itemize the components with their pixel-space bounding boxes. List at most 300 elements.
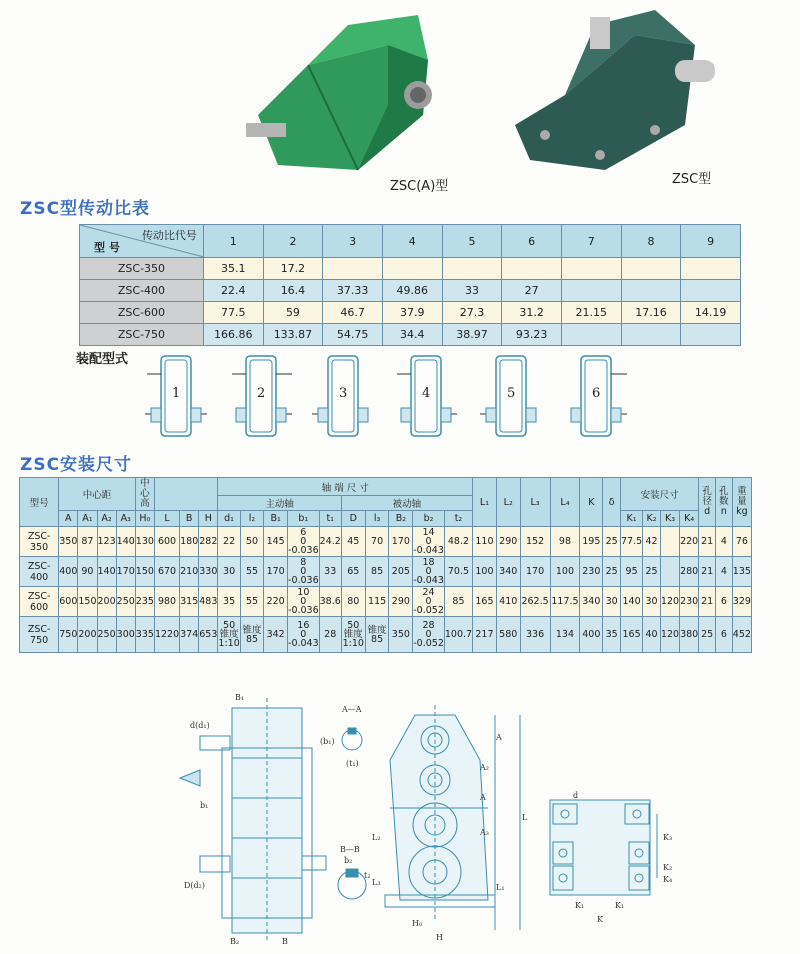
dims-cell-line: 0 (300, 629, 307, 640)
dims-cell: 28 (319, 617, 341, 653)
dims-cell (218, 617, 240, 653)
dims-cell: 170 (389, 527, 413, 557)
ratio-row (80, 324, 741, 346)
dims-cell: 220 (680, 527, 699, 557)
ratio-value (502, 258, 562, 280)
gearbox-front-drawing (160, 688, 330, 950)
ratio-code-header: 3 (323, 225, 383, 258)
ratio-code-header: 2 (263, 225, 323, 258)
drawing-label-l2: L₂ (372, 833, 381, 842)
dims-cell-line: 28 (422, 620, 435, 631)
ratio-value: 31.2 (502, 302, 562, 324)
dims-cell: 25 (643, 557, 661, 587)
assembly-title: 装配型式 (76, 352, 129, 367)
ratio-value (561, 324, 621, 346)
dims-sub-b: B (180, 511, 199, 527)
dims-sub-a3: A₃ (116, 511, 135, 527)
ratio-value: 38.97 (442, 324, 502, 346)
drawing-label-k2: K₂ (663, 863, 673, 872)
dims-cell: 670 (154, 557, 179, 587)
ratio-value: 17.2 (263, 258, 323, 280)
dims-cell: 77.5 (621, 527, 643, 557)
dims-cell (341, 617, 365, 653)
drawing-label-b: B (282, 937, 288, 946)
ratio-value: 34.4 (382, 324, 442, 346)
drawing-label-b1b: b₁ (200, 801, 209, 810)
dims-cell: 48.2 (444, 527, 472, 557)
dims-cell: 335 (135, 617, 154, 653)
dims-model: ZSC-350 (20, 527, 59, 557)
drawing-label-k1b: K₁ (615, 901, 625, 910)
dims-cell: 110 (473, 527, 497, 557)
ratio-row (80, 280, 741, 302)
dims-cell: 85 (444, 587, 472, 617)
ratio-header-model: 型 号 (94, 241, 120, 254)
drawing-label-b1: B₁ (235, 693, 245, 702)
dims-cell: 250 (116, 587, 135, 617)
dims-cell-line: 锥度 (367, 624, 387, 636)
dims-cell: 350 (389, 617, 413, 653)
dims-cell: 134 (550, 617, 580, 653)
dims-sub-t1: t₁ (319, 511, 341, 527)
dims-cell-line: 85 (371, 633, 384, 645)
dims-cell: 140 (116, 527, 135, 557)
ratio-value: 27.3 (442, 302, 502, 324)
ratio-value (681, 324, 741, 346)
dims-header-blank (154, 478, 217, 511)
dims-cell-line: -0.052 (413, 638, 444, 649)
dims-header-driven: 被动轴 (341, 496, 472, 511)
dims-sub-t2: t₂ (444, 511, 472, 527)
dims-cell-line: 50 (347, 620, 360, 631)
dims-sub-a: A (59, 511, 78, 527)
dims-cell-line: 1:10 (342, 638, 364, 649)
ratio-value (442, 258, 502, 280)
assembly-form-number: 5 (507, 386, 516, 401)
dims-cell: 21 (699, 557, 716, 587)
dims-row (20, 587, 752, 617)
dims-cell: 24.2 (319, 527, 341, 557)
assembly-form-number: 4 (422, 386, 431, 401)
dims-header-l2: L₂ (496, 478, 520, 527)
dims-cell: 980 (154, 587, 179, 617)
ratio-value (561, 280, 621, 302)
dims-cell: 653 (199, 617, 218, 653)
dims-header-hole-dia: 孔 径 d (699, 478, 716, 527)
dims-sub-d: D (341, 511, 365, 527)
dims-cell: 98 (550, 527, 580, 557)
drawing-label-b2: B₂ (230, 937, 240, 946)
dims-cell (660, 527, 679, 557)
dims-cell: 152 (520, 527, 550, 557)
dims-cell: 336 (520, 617, 550, 653)
ratio-model: ZSC-750 (80, 324, 204, 346)
dims-cell: 165 (473, 587, 497, 617)
drawing-label-l3: L₃ (372, 878, 381, 887)
dims-cell: 35 (603, 617, 621, 653)
dims-sub-b2: B₂ (389, 511, 413, 527)
dims-cell: 135 (732, 557, 751, 587)
dims-sub-a1: A₁ (78, 511, 97, 527)
dims-cell: 70.5 (444, 557, 472, 587)
drawing-label-a3: A₃ (480, 828, 489, 837)
dims-cell: 55 (240, 587, 264, 617)
dims-cell: 300 (116, 617, 135, 653)
dims-cell-line: 锥度 (343, 629, 363, 640)
dims-header-l1: L₁ (473, 478, 497, 527)
drawing-label-bb: B—B (340, 845, 360, 854)
dims-cell: 340 (496, 557, 520, 587)
dims-sub-b2-key: b₂ (413, 511, 445, 527)
dims-cell: 410 (496, 587, 520, 617)
dims-header-l4: L₄ (550, 478, 580, 527)
drawing-label-a1: A (496, 733, 502, 742)
ratio-code-header: 9 (681, 225, 741, 258)
dims-cell: 580 (496, 617, 520, 653)
ratio-value: 46.7 (323, 302, 383, 324)
ratio-value (681, 258, 741, 280)
dims-cell (413, 527, 445, 557)
dims-cell: 120 (660, 617, 679, 653)
dims-cell: 374 (180, 617, 199, 653)
dims-cell: 6 (716, 617, 733, 653)
dims-cell: 25 (699, 617, 716, 653)
ratio-value: 27 (502, 280, 562, 302)
dims-cell: 170 (520, 557, 550, 587)
dims-cell: 235 (135, 587, 154, 617)
ratio-value: 93.23 (502, 324, 562, 346)
dims-cell-line: -0.043 (288, 638, 319, 649)
dims-cell: 195 (580, 527, 603, 557)
ratio-header-code: 传动比代号 (141, 229, 197, 242)
dims-header-delta: δ (603, 478, 621, 527)
dims-cell: 140 (97, 557, 116, 587)
dims-header-shaft: 轴 端 尺 寸 (218, 478, 473, 496)
ratio-value (621, 324, 681, 346)
dims-sub-k4: K₄ (680, 511, 699, 527)
assembly-form-number: 2 (257, 386, 266, 401)
drawing-label-a2: A₂ (480, 763, 489, 772)
dims-cell: 35 (218, 587, 240, 617)
dims-cell-line: 24 (422, 587, 435, 598)
dims-sub-l2: l₂ (240, 511, 264, 527)
dims-model: ZSC-750 (20, 617, 59, 653)
dims-cell: 483 (199, 587, 218, 617)
mounting-base-drawing (545, 790, 695, 930)
ratio-code-header: 8 (621, 225, 681, 258)
drawing-label-l: L (522, 813, 528, 822)
ratio-value (323, 258, 383, 280)
drawing-label-t1: (t₁) (346, 759, 359, 768)
dims-sub-k3: K₃ (660, 511, 679, 527)
dims-header-k: K (580, 478, 603, 527)
dims-cell: 21 (699, 587, 716, 617)
dims-cell: 205 (389, 557, 413, 587)
dims-cell-line: 6 (300, 527, 307, 538)
dims-cell: 120 (660, 587, 679, 617)
ratio-value (621, 258, 681, 280)
ratio-table (79, 224, 741, 346)
dims-sub-b1-key: b₁ (288, 511, 320, 527)
ratio-value: 14.19 (681, 302, 741, 324)
ratio-model: ZSC-350 (80, 258, 204, 280)
dims-cell: 95 (621, 557, 643, 587)
drawing-label-l1: L₁ (496, 883, 505, 892)
dims-header-install: 安装尺寸 (621, 478, 699, 511)
ratio-value: 133.87 (263, 324, 323, 346)
dims-cell: 38.6 (319, 587, 341, 617)
dims-cell: 25 (603, 527, 621, 557)
dims-cell (288, 527, 320, 557)
ratio-value (561, 258, 621, 280)
dims-sub-k2: K₂ (643, 511, 661, 527)
drawing-label-k: K (597, 915, 603, 924)
ratio-value: 21.15 (561, 302, 621, 324)
dims-cell: 100.7 (444, 617, 472, 653)
dims-cell: 145 (264, 527, 288, 557)
ratio-section-title: ZSC型传动比表 (20, 199, 151, 219)
drawing-label-k3: K₃ (663, 833, 673, 842)
dims-sub-d1: d₁ (218, 511, 240, 527)
dims-model: ZSC-400 (20, 557, 59, 587)
dims-cell: 100 (473, 557, 497, 587)
dims-cell-line: 8 (300, 557, 307, 568)
gearbox-side-drawing (370, 700, 540, 950)
dims-row (20, 557, 752, 587)
assembly-form-number: 3 (339, 386, 348, 401)
dims-header-height: 中 心 高 (135, 478, 154, 511)
dims-cell: 25 (603, 557, 621, 587)
dims-cell (413, 557, 445, 587)
dims-cell: 150 (78, 587, 97, 617)
drawing-label-k1a: K₁ (575, 901, 585, 910)
dims-cell: 342 (264, 617, 288, 653)
dims-cell: 30 (643, 587, 661, 617)
ratio-value: 77.5 (203, 302, 263, 324)
drawing-label-h: H (436, 933, 443, 942)
dims-cell: 90 (78, 557, 97, 587)
assembly-form-5 (480, 352, 542, 440)
dims-cell-line: 50 (223, 620, 236, 631)
dims-cell-line: 0 (425, 629, 432, 640)
dims-cell: 315 (180, 587, 199, 617)
dims-cell (240, 617, 264, 653)
dims-cell: 200 (97, 587, 116, 617)
dims-cell: 220 (264, 587, 288, 617)
dims-cell: 55 (240, 557, 264, 587)
dims-cell: 200 (78, 617, 97, 653)
dims-cell-line: -0.043 (413, 545, 444, 556)
ratio-value: 37.9 (382, 302, 442, 324)
dims-cell: 750 (59, 617, 78, 653)
drawing-label-b1c: (b₁) (320, 737, 335, 746)
dims-cell-line: -0.036 (288, 545, 319, 556)
drawing-label-d2: D(d₂) (184, 881, 205, 890)
dims-cell: 400 (59, 557, 78, 587)
zsc-photo (505, 5, 720, 180)
dims-cell: 290 (496, 527, 520, 557)
assembly-form-3 (312, 352, 374, 440)
dims-model: ZSC-600 (20, 587, 59, 617)
assembly-form-4 (395, 352, 457, 440)
dims-cell: 40 (643, 617, 661, 653)
zsc-label: ZSC型 (672, 172, 712, 187)
dims-sub-h: H (199, 511, 218, 527)
dims-cell: 115 (365, 587, 389, 617)
dims-cell: 50 (240, 527, 264, 557)
dims-cell: 85 (365, 557, 389, 587)
dims-cell-line: 0 (425, 566, 432, 577)
ratio-model: ZSC-400 (80, 280, 204, 302)
drawing-label-t2: t₂ (364, 871, 371, 880)
dims-cell: 30 (603, 587, 621, 617)
dims-sub-l3: l₃ (365, 511, 389, 527)
assembly-form-1 (145, 352, 207, 440)
dims-cell: 250 (97, 617, 116, 653)
dims-cell: 329 (732, 587, 751, 617)
drawing-label-k4: K₄ (663, 875, 673, 884)
dims-cell: 1220 (154, 617, 179, 653)
ratio-code-header: 7 (561, 225, 621, 258)
dims-cell (365, 617, 389, 653)
dims-cell: 130 (135, 527, 154, 557)
dims-cell-line: 锥度 (242, 624, 262, 636)
dims-section-title: ZSC安装尺寸 (20, 455, 133, 475)
drawing-label-d-hole: d (573, 791, 579, 800)
dims-cell: 170 (116, 557, 135, 587)
dims-cell: 262.5 (520, 587, 550, 617)
dims-cell: 180 (180, 527, 199, 557)
assembly-form-6 (565, 352, 627, 440)
dims-row (20, 617, 752, 653)
ratio-value: 17.16 (621, 302, 681, 324)
ratio-corner-header (80, 225, 204, 258)
dims-cell-line: -0.036 (288, 575, 319, 586)
dims-cell: 76 (732, 527, 751, 557)
dims-cell: 280 (680, 557, 699, 587)
dims-cell: 42 (643, 527, 661, 557)
ratio-code-header: 5 (442, 225, 502, 258)
ratio-value: 54.75 (323, 324, 383, 346)
ratio-code-header: 6 (502, 225, 562, 258)
dims-cell: 452 (732, 617, 751, 653)
ratio-value: 16.4 (263, 280, 323, 302)
dims-cell-line: 0 (425, 596, 432, 607)
dims-cell (660, 557, 679, 587)
dims-cell-line: 14 (422, 527, 435, 538)
dims-cell: 210 (180, 557, 199, 587)
dims-cell-line: 0 (300, 596, 307, 607)
dims-cell: 290 (389, 587, 413, 617)
assembly-form-number: 1 (172, 386, 181, 401)
dims-cell: 400 (580, 617, 603, 653)
dims-sub-a2: A₂ (97, 511, 116, 527)
assembly-form-number: 6 (592, 386, 601, 401)
dims-cell: 87 (78, 527, 97, 557)
dims-cell-line: 0 (425, 536, 432, 547)
ratio-code-header: 1 (203, 225, 263, 258)
dims-cell-line: 1:10 (218, 638, 240, 649)
dims-cell-line: 16 (297, 620, 310, 631)
dims-cell: 165 (621, 617, 643, 653)
dims-cell-line: 85 (245, 633, 259, 645)
dims-cell: 45 (341, 527, 365, 557)
dims-cell: 340 (580, 587, 603, 617)
dims-cell: 4 (716, 527, 733, 557)
dims-header-weight: 重 量 kg (732, 478, 751, 527)
dims-cell: 140 (621, 587, 643, 617)
drawing-label-h0: H₀ (412, 919, 423, 928)
dims-cell: 117.5 (550, 587, 580, 617)
dims-cell: 30 (218, 557, 240, 587)
dims-cell: 22 (218, 527, 240, 557)
ratio-value (681, 280, 741, 302)
ratio-row (80, 302, 741, 324)
ratio-model: ZSC-600 (80, 302, 204, 324)
dims-row (20, 527, 752, 557)
dims-cell-line: 18 (422, 557, 435, 568)
dims-cell: 150 (135, 557, 154, 587)
dims-cell: 123 (97, 527, 116, 557)
dims-cell (413, 617, 445, 653)
ratio-value: 49.86 (382, 280, 442, 302)
dims-cell: 33 (319, 557, 341, 587)
dims-cell: 65 (341, 557, 365, 587)
dims-header-center: 中心距 (59, 478, 136, 511)
dims-cell: 350 (59, 527, 78, 557)
dims-cell: 600 (59, 587, 78, 617)
dims-cell: 80 (341, 587, 365, 617)
dims-cell: 217 (473, 617, 497, 653)
dims-table (19, 477, 752, 653)
dims-header-hole-num: 孔 数 n (716, 478, 733, 527)
dims-cell: 330 (199, 557, 218, 587)
dims-cell-line: 锥度 (219, 629, 239, 640)
dims-cell-line: -0.052 (413, 605, 444, 616)
dims-cell: 6 (716, 587, 733, 617)
dims-sub-k1: K₁ (621, 511, 643, 527)
dims-cell: 230 (680, 587, 699, 617)
drawing-label-aa: A—A (342, 705, 362, 714)
dims-header-main: 主动轴 (218, 496, 341, 511)
ratio-value (382, 258, 442, 280)
dims-sub-h0: H₀ (135, 511, 154, 527)
ratio-value: 35.1 (203, 258, 263, 280)
dims-cell (288, 617, 320, 653)
ratio-value: 33 (442, 280, 502, 302)
dims-cell: 380 (680, 617, 699, 653)
dims-header-l3: L₃ (520, 478, 550, 527)
dims-cell: 100 (550, 557, 580, 587)
assembly-form-2 (230, 352, 292, 440)
dims-cell-line: 0 (300, 536, 307, 547)
ratio-value: 59 (263, 302, 323, 324)
ratio-row (80, 258, 741, 280)
ratio-value: 22.4 (203, 280, 263, 302)
ratio-value: 166.86 (203, 324, 263, 346)
dims-cell: 21 (699, 527, 716, 557)
ratio-value (621, 280, 681, 302)
zsc-a-photo (238, 5, 438, 183)
dims-cell: 282 (199, 527, 218, 557)
dims-cell-line: -0.043 (413, 575, 444, 586)
drawing-label-b2-key: b₂ (344, 856, 353, 865)
dims-cell (288, 557, 320, 587)
drawing-label-a: A (480, 793, 486, 802)
dims-cell-line: -0.036 (288, 605, 319, 616)
dims-cell: 4 (716, 557, 733, 587)
dims-cell: 70 (365, 527, 389, 557)
